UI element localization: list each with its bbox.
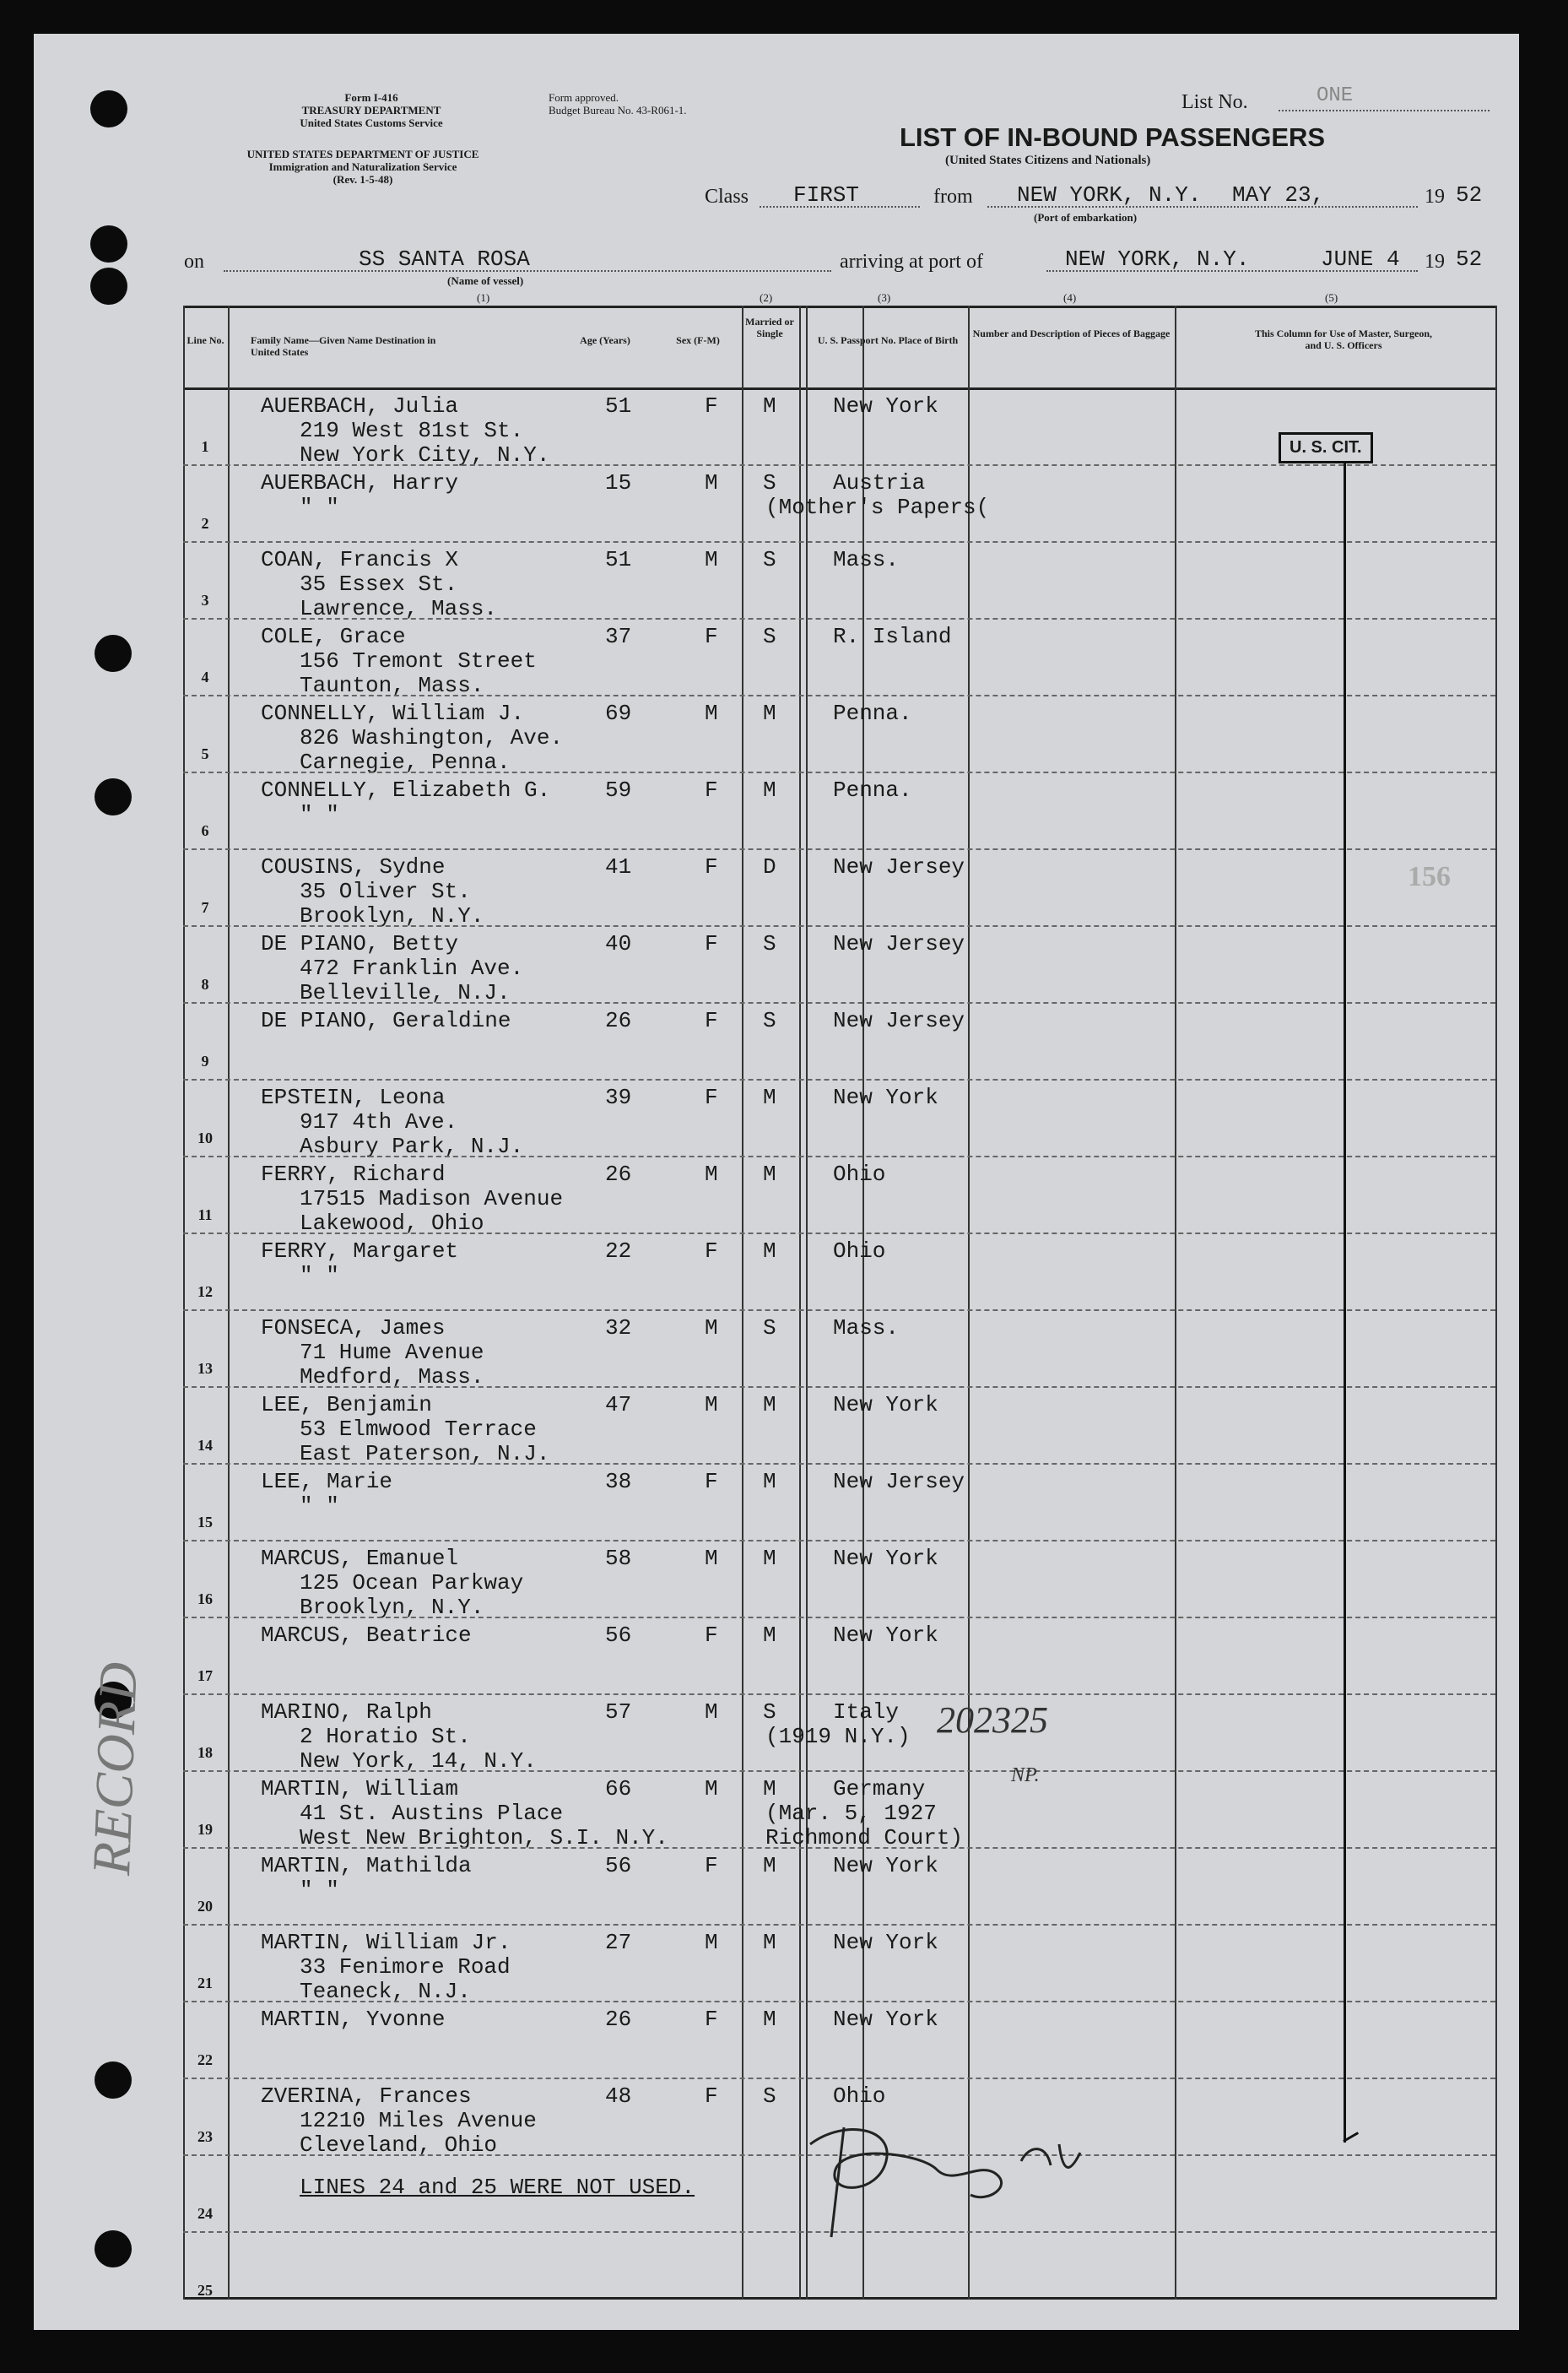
line-number: 19 (197, 1821, 213, 1838)
passenger-name: FERRY, Richard (261, 1162, 446, 1187)
passenger-address: 826 Washington, Ave. (300, 725, 564, 750)
form-info: Form I-416 TREASURY DEPARTMENT United States Customs Service (300, 91, 443, 129)
passenger-address: Taunton, Mass. (300, 673, 484, 698)
passenger-name: EPSTEIN, Leona (261, 1085, 446, 1110)
passenger-sex: F (705, 1238, 718, 1264)
passenger-address: Medford, Mass. (300, 1364, 484, 1390)
handwritten-side-note: RECORD (80, 1661, 149, 1877)
passenger-sex: F (705, 1085, 718, 1110)
line-number: 15 (197, 1514, 213, 1531)
passenger-age: 27 (605, 1930, 632, 1955)
passenger-marital: M (763, 1623, 776, 1648)
passenger-address: Lakewood, Ohio (300, 1211, 484, 1236)
passenger-address: Teaneck, N.J. (300, 1979, 471, 2004)
arrival-port: NEW YORK, N.Y. (1065, 247, 1250, 272)
passenger-address: 71 Hume Avenue (300, 1340, 484, 1365)
port-embarkation-caption: (Port of embarkation) (1034, 211, 1138, 224)
passenger-marital: M (763, 1469, 776, 1494)
passenger-address: 472 Franklin Ave. (300, 956, 524, 981)
passenger-name: LEE, Benjamin (261, 1392, 432, 1417)
place-of-birth: New York (833, 1085, 938, 1110)
passenger-name: ZVERINA, Frances (261, 2083, 472, 2109)
passenger-sex: F (705, 1623, 718, 1648)
col-header-name: Family Name—Given Name Destination in United States (251, 334, 436, 358)
passenger-address: Brooklyn, N.Y. (300, 1595, 484, 1620)
handwritten-np: NP. (1011, 1764, 1040, 1786)
passenger-address: 41 St. Austins Place (300, 1801, 564, 1826)
passenger-marital: M (763, 777, 776, 803)
passenger-age: 51 (605, 393, 632, 419)
passenger-address: " " (300, 802, 339, 827)
passenger-address: 917 4th Ave. (300, 1109, 458, 1135)
passenger-age: 40 (605, 931, 632, 956)
passenger-marital: S (763, 1315, 776, 1341)
col-header-sex: Sex (F-M) (676, 334, 720, 346)
passenger-address: " " (300, 1493, 339, 1519)
passenger-address: New York City, N.Y. (300, 442, 550, 468)
passenger-sex: F (705, 1853, 718, 1878)
from-year-prefix: 19 (1425, 186, 1445, 208)
from-port: NEW YORK, N.Y. (1017, 182, 1202, 208)
passenger-address: Brooklyn, N.Y. (300, 903, 484, 929)
passenger-address: 17515 Madison Avenue (300, 1186, 564, 1211)
passenger-age: 66 (605, 1776, 632, 1801)
passenger-name: AUERBACH, Harry (261, 470, 459, 496)
punch-hole (95, 2061, 132, 2099)
arrival-year: 52 (1456, 247, 1483, 272)
punch-hole (90, 225, 127, 263)
passenger-marital: M (763, 393, 776, 419)
passenger-sex: F (705, 777, 718, 803)
place-of-birth: R. Island (833, 624, 952, 649)
col-header-line: Line No. (187, 334, 224, 346)
passenger-age: 22 (605, 1238, 632, 1264)
passenger-marital: M (763, 1392, 776, 1417)
vessel-name: SS SANTA ROSA (359, 247, 530, 272)
line-number: 7 (201, 899, 209, 916)
place-of-birth: New Jersey (833, 1469, 965, 1494)
punch-hole (90, 268, 127, 305)
passenger-address: " " (300, 495, 339, 520)
passenger-age: 48 (605, 2083, 632, 2109)
from-label: from (933, 186, 973, 208)
passenger-age: 51 (605, 547, 632, 572)
passenger-address: 53 Elmwood Terrace (300, 1417, 537, 1442)
passenger-sex: M (705, 1162, 718, 1187)
line-number: 18 (197, 1744, 213, 1761)
passenger-address: East Paterson, N.J. (300, 1441, 550, 1466)
place-of-birth: New York (833, 1623, 938, 1648)
passenger-sex: M (705, 470, 718, 496)
list-no-value: ONE (1317, 84, 1354, 107)
passenger-address: Asbury Park, N.J. (300, 1134, 524, 1159)
passenger-sex: M (705, 1315, 718, 1341)
passenger-name: COLE, Grace (261, 624, 406, 649)
passenger-age: 37 (605, 624, 632, 649)
passenger-name: MARINO, Ralph (261, 1699, 432, 1725)
passenger-name: CONNELLY, Elizabeth G. (261, 777, 551, 803)
passenger-age: 26 (605, 1008, 632, 1033)
class-value: FIRST (793, 182, 860, 208)
passenger-address: " " (300, 1263, 339, 1288)
line-number: 9 (201, 1053, 209, 1070)
passenger-name: DE PIANO, Betty (261, 931, 459, 956)
passenger-address: 156 Tremont Street (300, 648, 537, 674)
place-of-birth: Richmond Court) (765, 1825, 964, 1850)
col-number: (2) (760, 291, 773, 304)
page-subtitle: (United States Citizens and Nationals) (945, 154, 1151, 167)
passenger-marital: M (763, 2007, 776, 2032)
line-number: 6 (201, 822, 209, 839)
us-citizen-stamp: U. S. CIT. (1279, 432, 1373, 463)
place-of-birth: Italy (833, 1699, 900, 1725)
col-number: (3) (878, 291, 891, 304)
passenger-marital: M (763, 701, 776, 726)
line-number: 3 (201, 592, 209, 609)
col-header-passport: U. S. Passport No. Place of Birth (817, 334, 959, 346)
passenger-name: MARCUS, Beatrice (261, 1623, 472, 1648)
line-number: 22 (197, 2051, 213, 2068)
place-of-birth: New Jersey (833, 931, 965, 956)
passenger-sex: F (705, 393, 718, 419)
passenger-sex: M (705, 547, 718, 572)
passenger-name: DE PIANO, Geraldine (261, 1008, 511, 1033)
line-number: 11 (197, 1206, 213, 1223)
passenger-age: 41 (605, 854, 632, 880)
passenger-marital: D (763, 854, 776, 880)
place-of-birth: Penna. (833, 777, 912, 803)
punch-hole (95, 778, 132, 815)
margin-number: 156 (1408, 861, 1451, 892)
arrival-date: JUNE 4 (1321, 247, 1400, 272)
passenger-marital: M (763, 1238, 776, 1264)
line-number: 1 (201, 438, 209, 455)
list-no-label: List No. (1181, 91, 1248, 113)
passenger-address: " " (300, 1877, 339, 1903)
place-of-birth: Austria (833, 470, 926, 496)
place-of-birth: New York (833, 1930, 938, 1955)
col-number: (1) (477, 291, 490, 304)
citizen-bracket-line (1344, 463, 1346, 2143)
passenger-address: Belleville, N.J. (300, 980, 511, 1005)
place-of-birth: Penna. (833, 701, 912, 726)
page-title: LIST OF IN-BOUND PASSENGERS (900, 122, 1326, 152)
line-number: 20 (197, 1898, 213, 1915)
officer-signature (793, 2094, 1097, 2262)
passenger-marital: S (763, 2083, 776, 2109)
place-of-birth: New York (833, 1392, 938, 1417)
place-of-birth: New Jersey (833, 854, 965, 880)
line-number: 23 (197, 2128, 213, 2145)
col-header-married: Married or Single (745, 316, 794, 339)
col-header-officers: This Column for Use of Master, Surgeon, and U. S. Officers (1255, 328, 1433, 351)
on-label: on (184, 251, 204, 273)
passenger-name: FERRY, Margaret (261, 1238, 459, 1264)
passenger-name: MARTIN, William Jr. (261, 1930, 511, 1955)
punch-hole (90, 90, 127, 127)
passenger-sex: M (705, 1930, 718, 1955)
passenger-sex: M (705, 701, 718, 726)
place-of-birth: Ohio (833, 1162, 886, 1187)
passenger-sex: M (705, 1776, 718, 1801)
place-of-birth: New Jersey (833, 1008, 965, 1033)
passenger-marital: S (763, 1699, 776, 1725)
passenger-sex: M (705, 1392, 718, 1417)
passenger-address: Cleveland, Ohio (300, 2132, 498, 2158)
line-number: 17 (197, 1667, 213, 1684)
footer-note: LINES 24 and 25 WERE NOT USED. (300, 2175, 695, 2200)
place-of-birth: Ohio (833, 2083, 886, 2109)
line-number: 14 (197, 1437, 213, 1454)
passenger-address: 125 Ocean Parkway (300, 1570, 524, 1596)
passenger-marital: S (763, 624, 776, 649)
passenger-address: 35 Oliver St. (300, 879, 471, 904)
form-approval: Form approved. Budget Bureau No. 43-R061-1. (549, 91, 687, 116)
arriving-label: arriving at port of (840, 251, 983, 273)
passenger-name: COAN, Francis X (261, 547, 459, 572)
col-number: (5) (1325, 291, 1338, 304)
passenger-age: 57 (605, 1699, 632, 1725)
passenger-name: MARTIN, Yvonne (261, 2007, 446, 2032)
col-header-baggage: Number and Description of Pieces of Baggage (972, 328, 1171, 339)
passenger-marital: M (763, 1085, 776, 1110)
line-number: 25 (197, 2282, 213, 2299)
passenger-name: AUERBACH, Julia (261, 393, 459, 419)
arrival-year-prefix: 19 (1425, 251, 1445, 273)
from-date: MAY 23, (1232, 182, 1325, 208)
line-number: 16 (197, 1590, 213, 1607)
passenger-age: 56 (605, 1853, 632, 1878)
passenger-age: 58 (605, 1546, 632, 1571)
passenger-sex: F (705, 931, 718, 956)
passenger-name: MARTIN, William (261, 1776, 459, 1801)
place-of-birth: Germany (833, 1776, 926, 1801)
line-number: 12 (197, 1283, 213, 1300)
place-of-birth: New York (833, 2007, 938, 2032)
passenger-address: 12210 Miles Avenue (300, 2108, 537, 2133)
passenger-name: MARCUS, Emanuel (261, 1546, 459, 1571)
place-of-birth: (Mar. 5, 1927 (765, 1801, 937, 1826)
passenger-sex: F (705, 1469, 718, 1494)
col-number: (4) (1063, 291, 1077, 304)
passenger-sex: F (705, 2083, 718, 2109)
passenger-age: 69 (605, 701, 632, 726)
place-of-birth: Ohio (833, 1238, 886, 1264)
passenger-sex: M (705, 1699, 718, 1725)
passenger-marital: S (763, 1008, 776, 1033)
passenger-sex: F (705, 2007, 718, 2032)
passenger-table (183, 306, 1495, 2300)
justice-dept: UNITED STATES DEPARTMENT OF JUSTICE Immigration and Naturalization Service (Rev. 1-5-48) (246, 148, 479, 186)
passenger-age: 32 (605, 1315, 632, 1341)
line-number: 10 (197, 1130, 213, 1146)
col-header-age: Age (Years) (580, 334, 630, 346)
passenger-marital: S (763, 547, 776, 572)
passenger-marital: M (763, 1853, 776, 1878)
line-number: 21 (197, 1975, 213, 1991)
vessel-caption: (Name of vessel) (447, 274, 524, 287)
passenger-address: 35 Essex St. (300, 572, 458, 597)
passenger-marital: M (763, 1776, 776, 1801)
place-of-birth: (1919 N.Y.) (765, 1724, 911, 1749)
passenger-name: FONSECA, James (261, 1315, 446, 1341)
passenger-age: 56 (605, 1623, 632, 1648)
passenger-sex: F (705, 854, 718, 880)
passenger-age: 26 (605, 1162, 632, 1187)
place-of-birth: New York (833, 393, 938, 419)
passenger-sex: F (705, 624, 718, 649)
passenger-address: New York, 14, N.Y. (300, 1748, 537, 1774)
passenger-address: 33 Fenimore Road (300, 1954, 511, 1980)
line-number: 4 (201, 669, 209, 685)
passenger-marital: M (763, 1162, 776, 1187)
punch-hole (95, 635, 132, 672)
punch-hole (95, 2230, 132, 2267)
passenger-age: 15 (605, 470, 632, 496)
place-of-birth: New York (833, 1546, 938, 1571)
line-number: 24 (197, 2205, 213, 2222)
passenger-marital: M (763, 1930, 776, 1955)
passenger-age: 47 (605, 1392, 632, 1417)
passenger-age: 59 (605, 777, 632, 803)
passenger-sex: M (705, 1546, 718, 1571)
place-of-birth: (Mother's Papers( (765, 495, 990, 520)
from-year: 52 (1456, 182, 1483, 208)
passenger-marital: S (763, 931, 776, 956)
line-number: 2 (201, 515, 209, 532)
place-of-birth: New York (833, 1853, 938, 1878)
line-number: 8 (201, 976, 209, 993)
passenger-name: MARTIN, Mathilda (261, 1853, 472, 1878)
class-label: Class (705, 186, 749, 208)
place-of-birth: Mass. (833, 1315, 900, 1341)
place-of-birth: Mass. (833, 547, 900, 572)
passenger-name: CONNELLY, William J. (261, 701, 525, 726)
passenger-age: 26 (605, 2007, 632, 2032)
line-number: 5 (201, 745, 209, 762)
passenger-name: LEE, Marie (261, 1469, 393, 1494)
passenger-sex: F (705, 1008, 718, 1033)
handwritten-number: 202325 (937, 1699, 1048, 1741)
passenger-address: 2 Horatio St. (300, 1724, 471, 1749)
passenger-address: Carnegie, Penna. (300, 750, 511, 775)
passenger-address: West New Brighton, S.I. N.Y. (300, 1825, 668, 1850)
passenger-marital: M (763, 1546, 776, 1571)
passenger-name: COUSINS, Sydne (261, 854, 446, 880)
passenger-address: 219 West 81st St. (300, 418, 524, 443)
passenger-marital: S (763, 470, 776, 496)
passenger-age: 38 (605, 1469, 632, 1494)
passenger-address: Lawrence, Mass. (300, 596, 498, 621)
passenger-age: 39 (605, 1085, 632, 1110)
line-number: 13 (197, 1360, 213, 1377)
